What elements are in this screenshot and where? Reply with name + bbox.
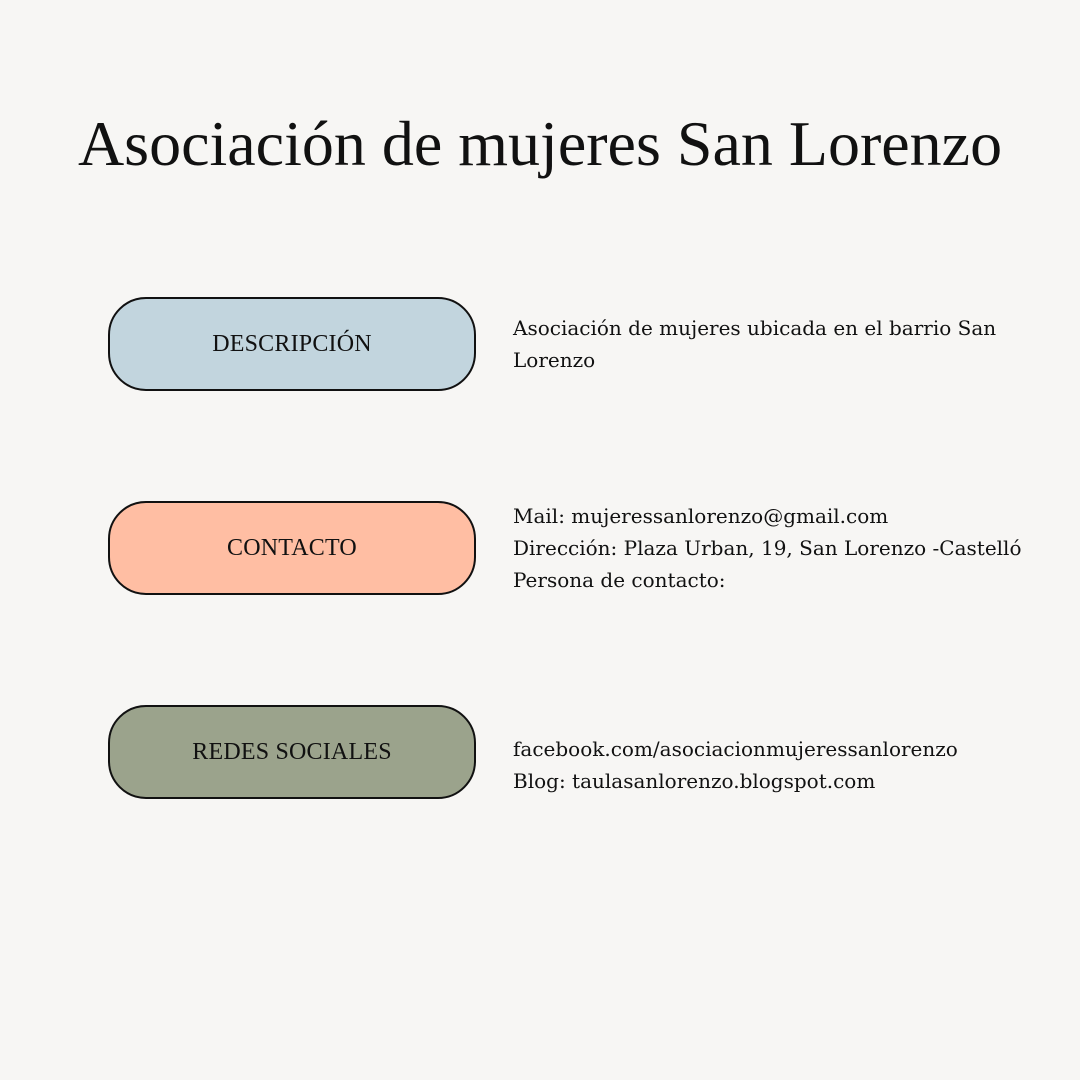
contacto-label: CONTACTO — [227, 534, 357, 561]
contacto-label-pill — [108, 501, 476, 595]
contacto-direccion: Dirección: Plaza Urban, 19, San Lorenzo -Castelló — [513, 536, 1022, 560]
page-title: Asociación de mujeres San Lorenzo — [77, 108, 1003, 179]
contacto-text — [513, 500, 1073, 596]
descripcion-label-pill — [108, 297, 476, 391]
descripcion-line: Asociación de mujeres ubicada en el barrio San Lorenzo — [513, 316, 997, 372]
blog-link[interactable]: Blog: taulasanlorenzo.blogspot.com — [513, 769, 876, 793]
contacto-mail: Mail: mujeressanlorenzo@gmail.com — [513, 504, 889, 528]
descripcion-text — [513, 312, 1033, 376]
facebook-link[interactable]: facebook.com/asociacionmujeressanlorenzo — [513, 737, 958, 761]
redes-sociales-text — [513, 733, 1073, 797]
redes-sociales-label: REDES SOCIALES — [192, 738, 392, 765]
redes-sociales-label-pill — [108, 705, 476, 799]
contacto-persona: Persona de contacto: — [513, 568, 726, 592]
descripcion-label: DESCRIPCIÓN — [212, 330, 372, 357]
